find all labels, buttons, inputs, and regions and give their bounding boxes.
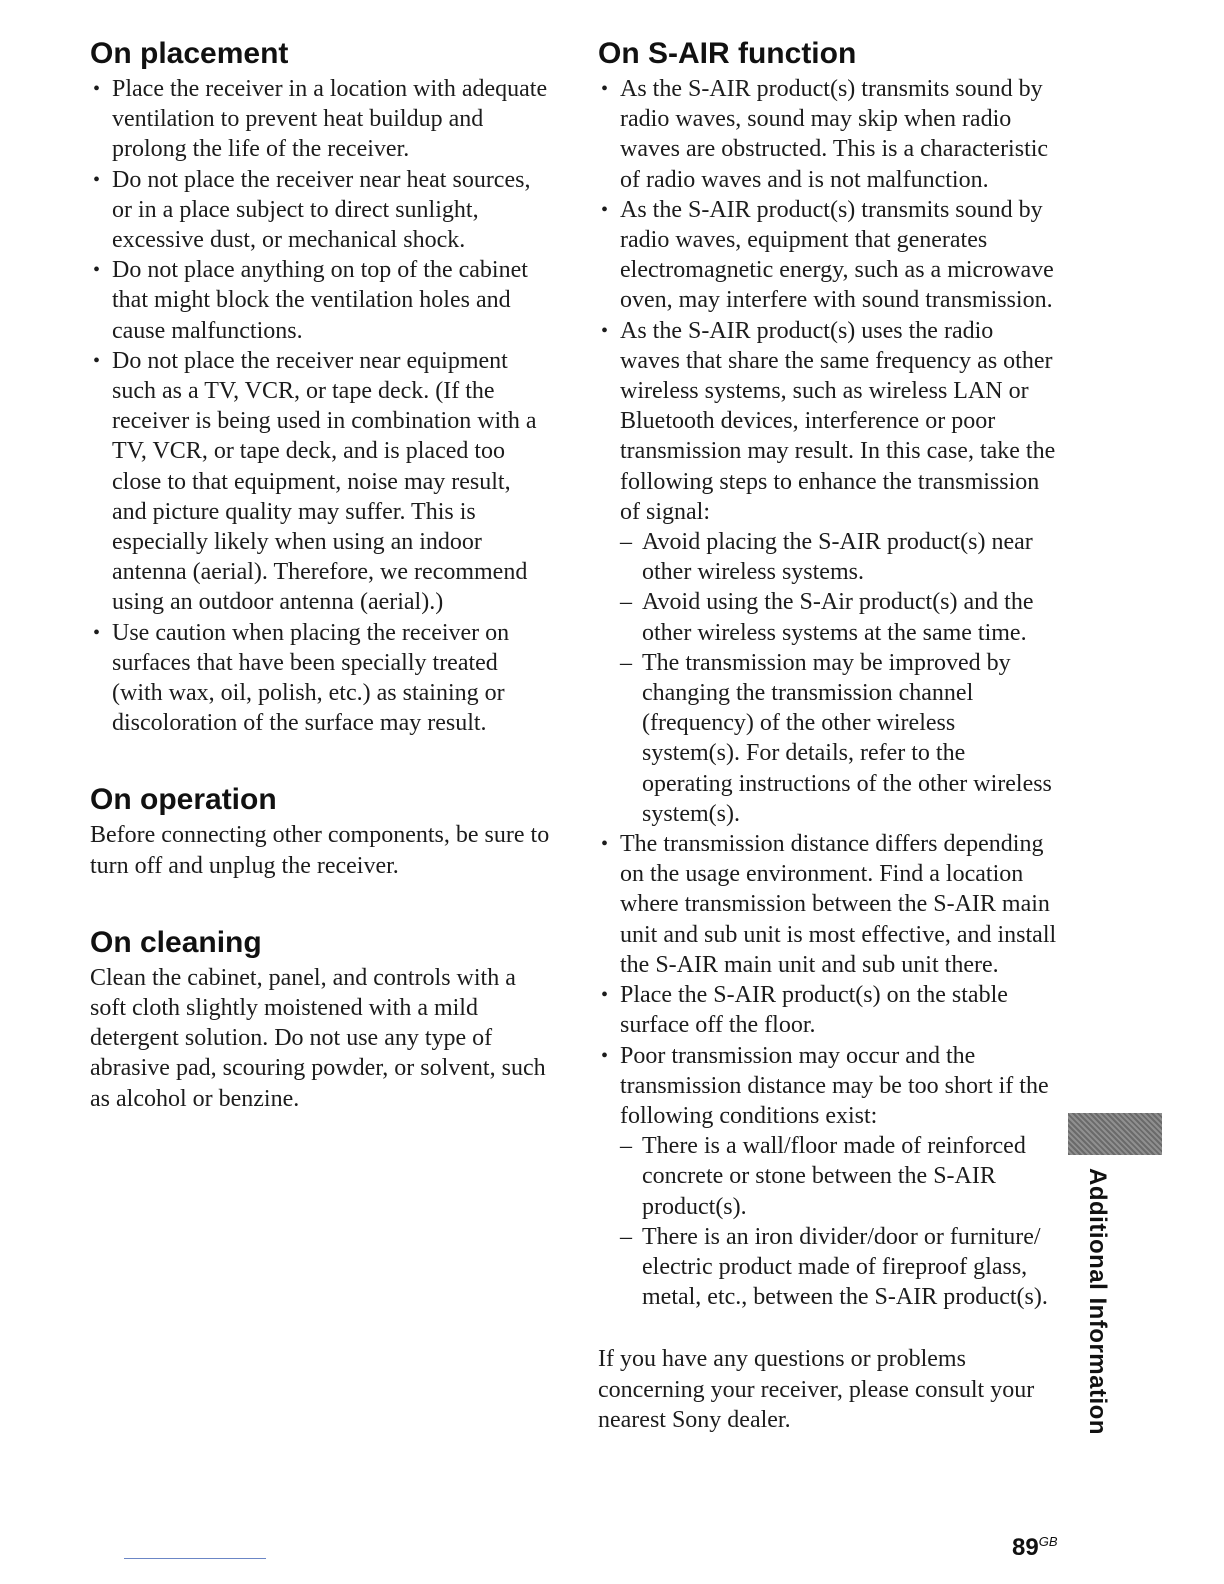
s-air-condition: – There is a wall/floor made of reinforced concrete or stone between the S-AIR product(s). <box>620 1131 1058 1222</box>
s-air-item: • Place the S-AIR product(s) on the stable surface off the floor. <box>598 980 1058 1040</box>
operation-text: Before connecting other components, be sure to turn off and unplug the receiver. <box>90 822 550 879</box>
section-cleaning <box>90 923 550 1114</box>
heading-cleaning: On cleaning <box>90 925 262 959</box>
page-number-value: 89 <box>1012 1534 1039 1561</box>
s-air-condition-list <box>620 1131 1058 1312</box>
s-air-step-list <box>620 527 1058 829</box>
left-column <box>90 34 550 1114</box>
closing-text: If you have any questions or problems concerning your receiver, please consult your nearest Sony dealer. <box>598 1346 1035 1433</box>
s-air-item: • The transmission distance differs depending on the usage environment. Find a location where transmission between the S-AIR main unit and sub unit is most effective, and install the S-AIR main unit and sub unit there. <box>598 829 1058 980</box>
s-air-condition: – There is an iron divider/door or furniture/ electric product made of fireproof glass, metal, etc., between the S-AIR product(s). <box>620 1222 1058 1313</box>
s-air-step: – The transmission may be improved by changing the transmission channel (frequency) of the other wireless system(s). For details, refer to the operating instructions of the other wireless system(s). <box>620 648 1058 829</box>
placement-item: • Use caution when placing the receiver on surfaces that have been specially treated (with wax, oil, polish, etc.) as staining or discoloration of the surface may result. <box>90 618 550 739</box>
s-air-step: – Avoid using the S-Air product(s) and the other wireless systems at the same time. <box>620 587 1058 647</box>
side-tab-marker <box>1068 1113 1162 1155</box>
page-number-suffix: GB <box>1038 1534 1058 1549</box>
placement-item: • Do not place the receiver near equipment such as a TV, VCR, or tape deck. (If the receiver is being used in combination with a TV, VCR, or tape deck, and is placed too close to that equipment, noise may result, and picture quality may suffer. This is especially likely when using an indoor antenna (aerial). Therefore, we recommend using an outdoor antenna (aerial).) <box>90 346 550 618</box>
s-air-item <box>598 1041 1058 1313</box>
heading-operation: On operation <box>90 783 277 817</box>
section-s-air <box>598 34 1058 1435</box>
placement-item: • Place the receiver in a location with adequate ventilation to prevent heat buildup and prolong the life of the receiver. <box>90 74 550 165</box>
section-placement <box>90 34 550 738</box>
placement-list <box>90 74 550 738</box>
s-air-item: • As the S-AIR product(s) transmits sound by radio waves, equipment that generates electromagnetic energy, such as a microwave oven, may interfere with sound transmission. <box>598 195 1058 316</box>
s-air-item <box>598 316 1058 829</box>
s-air-item-text: Poor transmission may occur and the transmission distance may be too short if the following conditions exist: <box>620 1042 1049 1129</box>
placement-item: • Do not place anything on top of the cabinet that might block the ventilation holes and cause malfunctions. <box>90 255 550 346</box>
placement-item: • Do not place the receiver near heat sources, or in a place subject to direct sunlight, excessive dust, or mechanical shock. <box>90 165 550 256</box>
page-number <box>1012 1534 1058 1562</box>
side-tab-label: Additional Information <box>1084 1168 1111 1435</box>
footer-rule <box>124 1558 266 1559</box>
heading-placement: On placement <box>90 37 289 70</box>
heading-s-air: On S-AIR function <box>598 37 857 70</box>
cleaning-text: Clean the cabinet, panel, and controls with a soft cloth slightly moistened with a mild detergent solution. Do not use any type of abrasive pad, scouring powder, or solvent, such as alcohol or benzine. <box>90 964 546 1112</box>
s-air-list <box>598 74 1058 1312</box>
s-air-step: – Avoid placing the S-AIR product(s) near other wireless systems. <box>620 527 1058 587</box>
s-air-item-text: As the S-AIR product(s) uses the radio waves that share the same frequency as other wireless systems, such as wireless LAN or Bluetooth devices, interference or poor transmission may result. In this case, take the following steps to enhance the transmission of signal: <box>620 317 1056 525</box>
s-air-item: • As the S-AIR product(s) transmits sound by radio waves, sound may skip when radio waves are obstructed. This is a characteristic of radio waves and is not malfunction. <box>598 74 1058 195</box>
section-operation <box>90 780 550 880</box>
right-column <box>598 34 1058 1435</box>
